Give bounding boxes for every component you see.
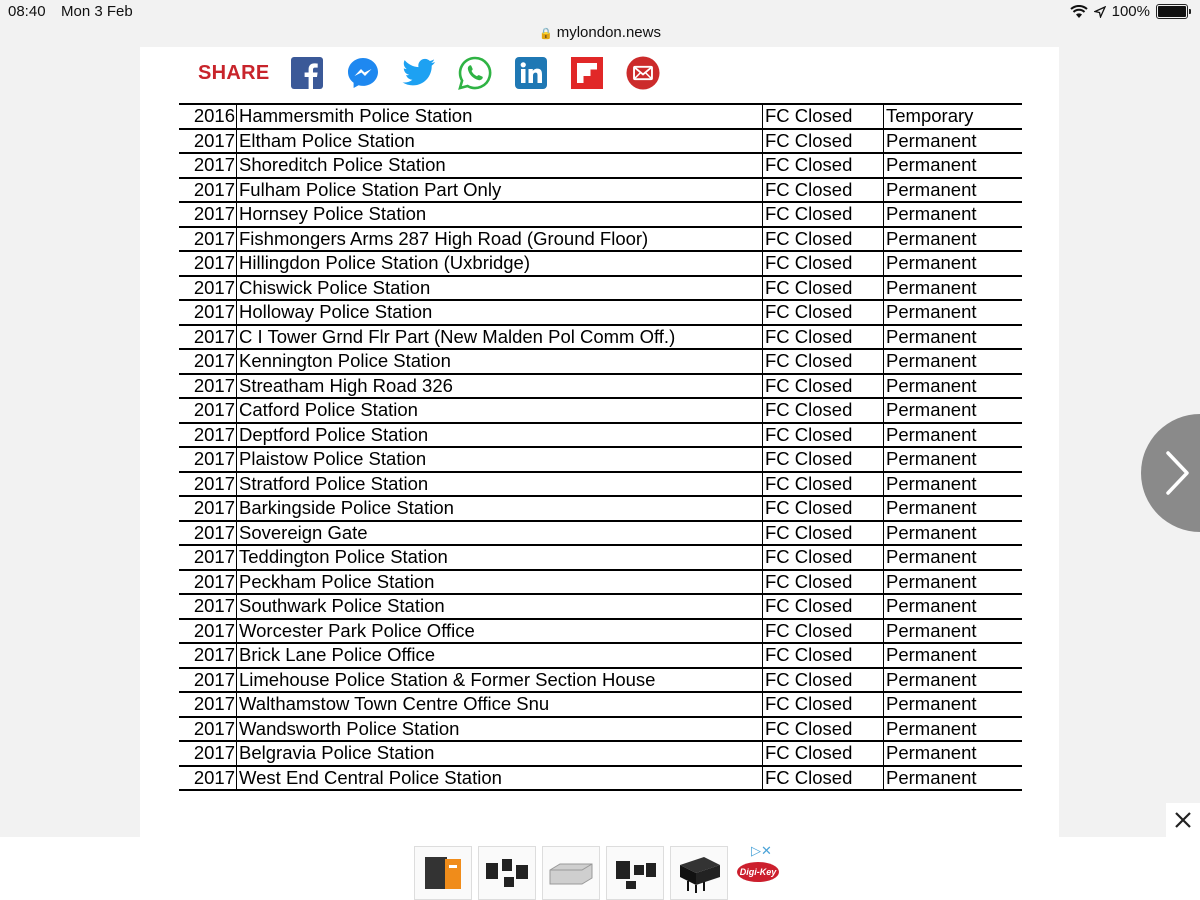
- whatsapp-icon[interactable]: [458, 56, 492, 90]
- messenger-icon[interactable]: [346, 56, 380, 90]
- year-cell: 2017: [179, 227, 237, 252]
- closure-type-cell: Permanent: [884, 300, 1023, 325]
- station-name-cell: Shoreditch Police Station: [237, 153, 763, 178]
- closure-type-cell: Permanent: [884, 325, 1023, 350]
- station-name-cell: Fishmongers Arms 287 High Road (Ground Floor): [237, 227, 763, 252]
- year-cell: 2017: [179, 349, 237, 374]
- status-cell: FC Closed: [763, 594, 884, 619]
- closure-type-cell: Permanent: [884, 594, 1023, 619]
- closure-type-cell: Permanent: [884, 717, 1023, 742]
- year-cell: 2017: [179, 692, 237, 717]
- year-cell: 2017: [179, 741, 237, 766]
- table-row: [179, 668, 1022, 693]
- table-row: [179, 619, 1022, 644]
- year-cell: 2017: [179, 521, 237, 546]
- table-row: [179, 692, 1022, 717]
- status-cell: FC Closed: [763, 349, 884, 374]
- table-row: [179, 202, 1022, 227]
- closure-type-cell: Permanent: [884, 227, 1023, 252]
- station-name-cell: Sovereign Gate: [237, 521, 763, 546]
- table-row: [179, 496, 1022, 521]
- facebook-icon[interactable]: [290, 56, 324, 90]
- status-cell: FC Closed: [763, 178, 884, 203]
- year-cell: 2017: [179, 766, 237, 791]
- station-name-cell: Wandsworth Police Station: [237, 717, 763, 742]
- twitter-icon[interactable]: [402, 56, 436, 90]
- closure-type-cell: Permanent: [884, 251, 1023, 276]
- station-name-cell: Hornsey Police Station: [237, 202, 763, 227]
- station-name-cell: Limehouse Police Station & Former Section House: [237, 668, 763, 693]
- table-row: [179, 227, 1022, 252]
- table-row: [179, 349, 1022, 374]
- status-cell: FC Closed: [763, 766, 884, 791]
- closures-table: [179, 100, 1022, 831]
- closure-type-cell: Temporary: [884, 104, 1023, 129]
- battery-percent: 100%: [1111, 3, 1150, 20]
- year-cell: 2017: [179, 472, 237, 497]
- table-row: [179, 423, 1022, 448]
- year-cell: 2017: [179, 178, 237, 203]
- station-name-cell: Kennington Police Station: [237, 349, 763, 374]
- table-row: [179, 472, 1022, 497]
- flipboard-icon[interactable]: [570, 56, 604, 90]
- year-cell: 2017: [179, 545, 237, 570]
- closure-type-cell: Permanent: [884, 521, 1023, 546]
- station-name-cell: Barkingside Police Station: [237, 496, 763, 521]
- status-cell: FC Closed: [763, 545, 884, 570]
- status-cell: FC Closed: [763, 398, 884, 423]
- year-cell: 2017: [179, 643, 237, 668]
- table-row: [179, 300, 1022, 325]
- status-cell: FC Closed: [763, 374, 884, 399]
- table-row: [179, 545, 1022, 570]
- year-cell: 2016: [179, 104, 237, 129]
- ad-product-images[interactable]: [414, 846, 728, 900]
- closure-type-cell: Permanent: [884, 643, 1023, 668]
- closure-type-cell: Permanent: [884, 668, 1023, 693]
- status-cell: FC Closed: [763, 619, 884, 644]
- email-icon[interactable]: [626, 56, 660, 90]
- ad-product-converter[interactable]: [670, 846, 728, 900]
- closure-type-cell: Permanent: [884, 545, 1023, 570]
- station-name-cell: Belgravia Police Station: [237, 741, 763, 766]
- station-name-cell: Hillingdon Police Station (Uxbridge): [237, 251, 763, 276]
- station-name-cell: Brick Lane Police Office: [237, 643, 763, 668]
- year-cell: 2017: [179, 325, 237, 350]
- closure-type-cell: Permanent: [884, 374, 1023, 399]
- digikey-logo[interactable]: Digi-Key: [737, 862, 779, 882]
- closure-type-cell: Permanent: [884, 570, 1023, 595]
- status-cell: FC Closed: [763, 643, 884, 668]
- status-cell: FC Closed: [763, 741, 884, 766]
- table-row: [179, 104, 1022, 129]
- ad-product-plug-set[interactable]: [606, 846, 664, 900]
- year-cell: 2017: [179, 570, 237, 595]
- status-cell: FC Closed: [763, 153, 884, 178]
- ad-banner[interactable]: [0, 837, 1200, 900]
- station-name-cell: Fulham Police Station Part Only: [237, 178, 763, 203]
- table-row: [179, 594, 1022, 619]
- station-name-cell: Catford Police Station: [237, 398, 763, 423]
- closure-type-cell: Permanent: [884, 398, 1023, 423]
- station-name-cell: Southwark Police Station: [237, 594, 763, 619]
- station-name-cell: Chiswick Police Station: [237, 276, 763, 301]
- closure-type-cell: Permanent: [884, 423, 1023, 448]
- status-cell: FC Closed: [763, 202, 884, 227]
- ad-close-button[interactable]: [1166, 803, 1200, 837]
- year-cell: 2017: [179, 374, 237, 399]
- year-cell: 2017: [179, 202, 237, 227]
- status-cell: FC Closed: [763, 668, 884, 693]
- status-cell: FC Closed: [763, 692, 884, 717]
- table-row: [179, 766, 1022, 791]
- year-cell: 2017: [179, 423, 237, 448]
- station-name-cell: C I Tower Grnd Flr Part (New Malden Pol Comm Off.): [237, 325, 763, 350]
- year-cell: 2017: [179, 496, 237, 521]
- status-cell: FC Closed: [763, 447, 884, 472]
- table-row: [179, 447, 1022, 472]
- status-right: [1070, 3, 1188, 20]
- year-cell: 2017: [179, 276, 237, 301]
- year-cell: 2017: [179, 300, 237, 325]
- year-cell: 2017: [179, 251, 237, 276]
- station-name-cell: Hammersmith Police Station: [237, 104, 763, 129]
- status-cell: FC Closed: [763, 227, 884, 252]
- station-name-cell: West End Central Police Station: [237, 766, 763, 791]
- next-article-button[interactable]: [1141, 414, 1200, 532]
- table-row: [179, 153, 1022, 178]
- station-name-cell: Walthamstow Town Centre Office Snu: [237, 692, 763, 717]
- closure-type-cell: Permanent: [884, 276, 1023, 301]
- share-bar: [198, 55, 682, 91]
- location-arrow-icon: [1094, 6, 1106, 18]
- chevron-right-icon: [1165, 450, 1191, 496]
- station-name-cell: Peckham Police Station: [237, 570, 763, 595]
- station-name-cell: Plaistow Police Station: [237, 447, 763, 472]
- station-name-cell: Worcester Park Police Office: [237, 619, 763, 644]
- share-label: SHARE: [198, 61, 270, 84]
- status-cell: FC Closed: [763, 251, 884, 276]
- closure-type-cell: Permanent: [884, 447, 1023, 472]
- ad-product-power-supply[interactable]: [414, 846, 472, 900]
- closure-type-cell: Permanent: [884, 472, 1023, 497]
- status-cell: FC Closed: [763, 521, 884, 546]
- station-name-cell: Teddington Police Station: [237, 545, 763, 570]
- station-name-cell: Deptford Police Station: [237, 423, 763, 448]
- status-cell: FC Closed: [763, 104, 884, 129]
- close-icon: [1174, 811, 1192, 829]
- address-bar[interactable]: [0, 24, 1200, 46]
- closure-type-cell: Permanent: [884, 349, 1023, 374]
- closure-type-cell: Permanent: [884, 202, 1023, 227]
- closure-type-cell: Permanent: [884, 178, 1023, 203]
- table-row: [179, 374, 1022, 399]
- table-row: [179, 129, 1022, 154]
- status-cell: FC Closed: [763, 717, 884, 742]
- closure-type-cell: Permanent: [884, 766, 1023, 791]
- battery-icon: [1156, 4, 1188, 19]
- status-cell: FC Closed: [763, 325, 884, 350]
- table-row: [179, 251, 1022, 276]
- wifi-icon: [1070, 5, 1088, 19]
- year-cell: 2017: [179, 668, 237, 693]
- year-cell: 2017: [179, 447, 237, 472]
- ad-product-enclosure[interactable]: [542, 846, 600, 900]
- address-domain: mylondon.news: [556, 24, 661, 41]
- closure-type-cell: Permanent: [884, 741, 1023, 766]
- table-row: [179, 717, 1022, 742]
- closure-type-cell: Permanent: [884, 692, 1023, 717]
- year-cell: 2017: [179, 594, 237, 619]
- lock-icon: 🔒: [539, 28, 553, 40]
- status-cell: FC Closed: [763, 570, 884, 595]
- closures-table-grid: [179, 103, 1022, 791]
- year-cell: 2017: [179, 153, 237, 178]
- adchoices-icon[interactable]: ▷✕: [751, 843, 772, 858]
- table-row: [179, 276, 1022, 301]
- station-name-cell: Stratford Police Station: [237, 472, 763, 497]
- table-row: [179, 570, 1022, 595]
- table-row: [179, 643, 1022, 668]
- table-row: [179, 325, 1022, 350]
- table-row: [179, 178, 1022, 203]
- station-name-cell: Eltham Police Station: [237, 129, 763, 154]
- status-cell: FC Closed: [763, 276, 884, 301]
- ad-product-adapters[interactable]: [478, 846, 536, 900]
- status-cell: FC Closed: [763, 472, 884, 497]
- status-cell: FC Closed: [763, 496, 884, 521]
- closure-type-cell: Permanent: [884, 129, 1023, 154]
- status-cell: FC Closed: [763, 300, 884, 325]
- station-name-cell: Holloway Police Station: [237, 300, 763, 325]
- status-cell: FC Closed: [763, 129, 884, 154]
- status-cell: FC Closed: [763, 423, 884, 448]
- year-cell: 2017: [179, 717, 237, 742]
- station-name-cell: Streatham High Road 326: [237, 374, 763, 399]
- year-cell: 2017: [179, 129, 237, 154]
- table-row: [179, 521, 1022, 546]
- status-date: Mon 3 Feb: [61, 3, 133, 20]
- status-time: 08:40: [8, 3, 46, 20]
- year-cell: 2017: [179, 619, 237, 644]
- status-bar: [0, 0, 1200, 24]
- table-row: [179, 741, 1022, 766]
- linkedin-icon[interactable]: [514, 56, 548, 90]
- year-cell: 2017: [179, 398, 237, 423]
- closure-type-cell: Permanent: [884, 496, 1023, 521]
- table-row: [179, 398, 1022, 423]
- closure-type-cell: Permanent: [884, 153, 1023, 178]
- closure-type-cell: Permanent: [884, 619, 1023, 644]
